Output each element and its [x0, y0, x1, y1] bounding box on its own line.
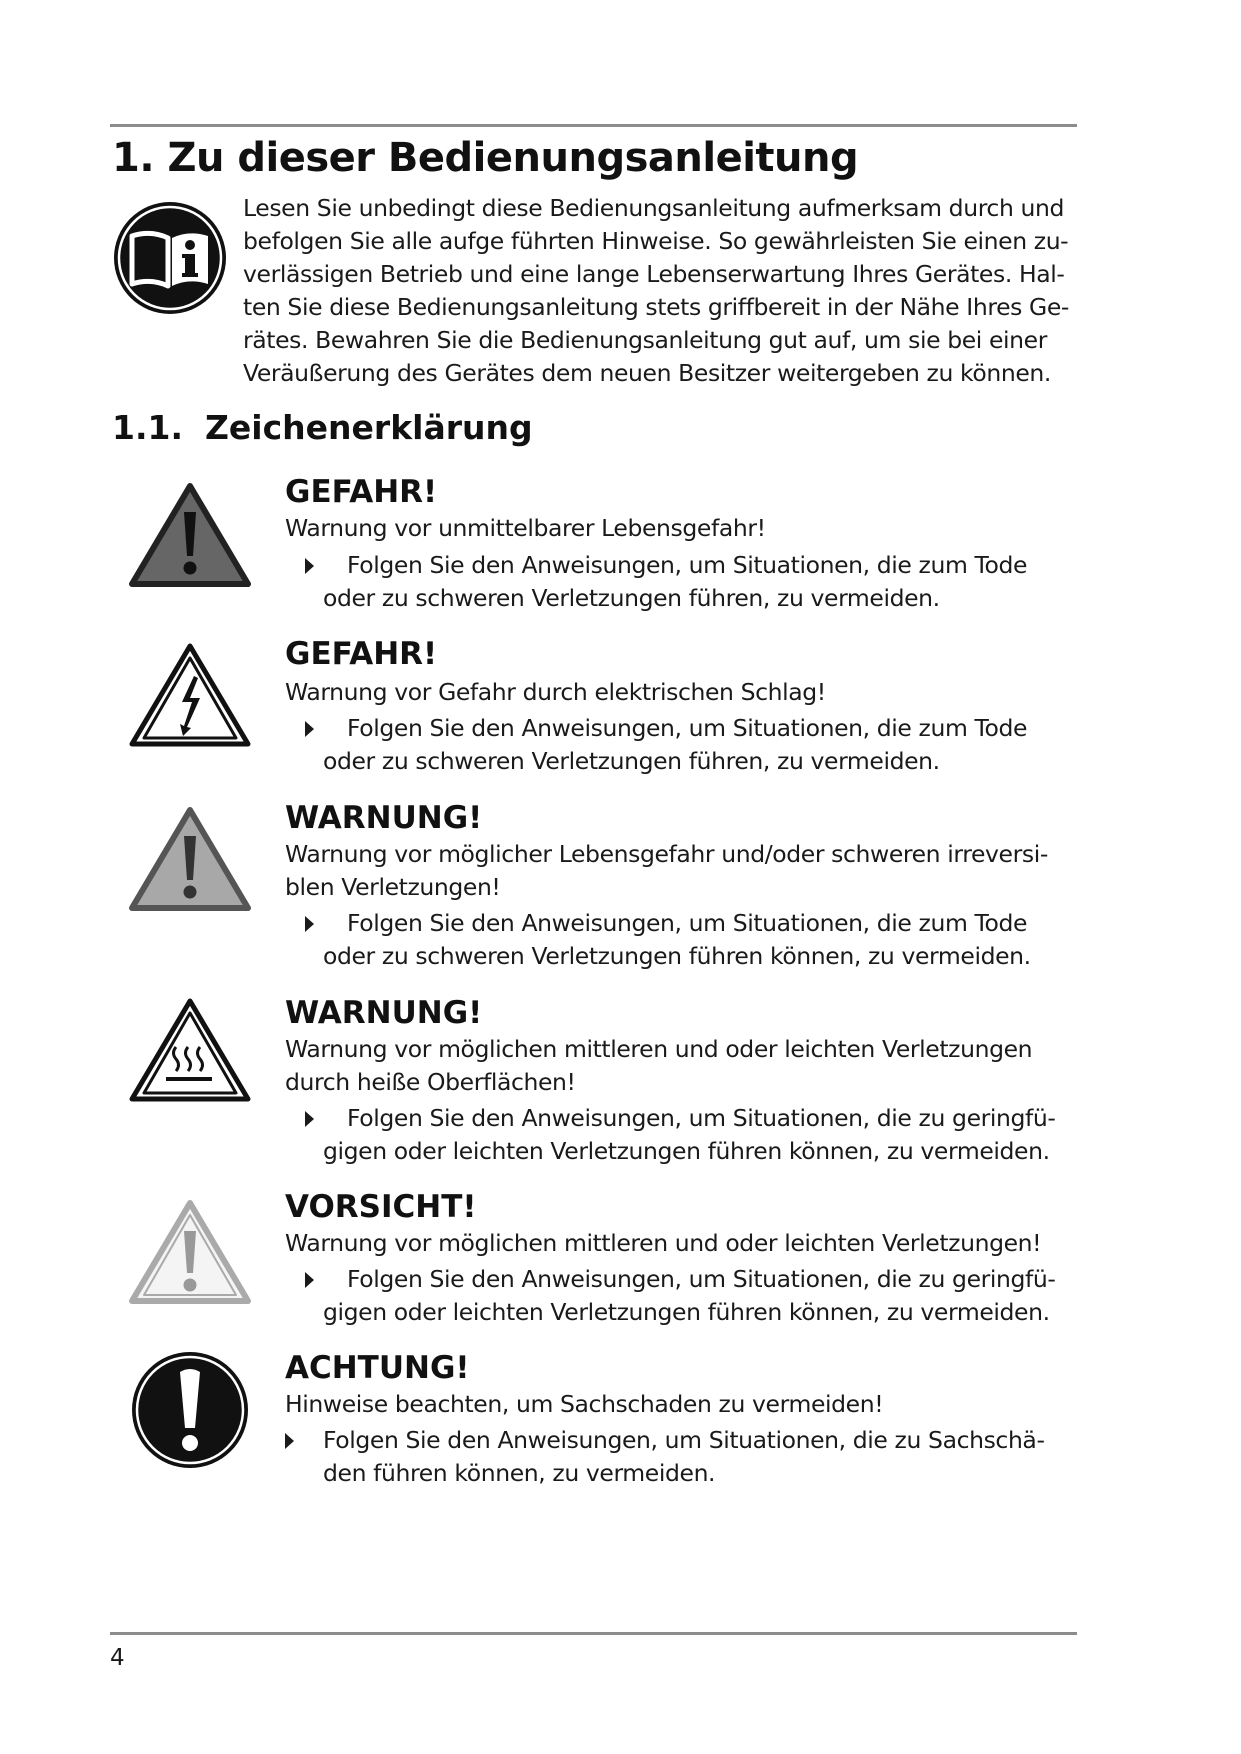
entry-description: Warnung vor möglichen mittleren und oder leichten Verletzungen!: [285, 1229, 1042, 1257]
entry-instruction-text: Folgen Sie den Anweisungen, um Situationen, die zu geringfü-gigen oder leichten Verletzungen führen können, zu vermeiden.: [323, 1104, 1056, 1165]
entry-title: ACHTUNG!: [285, 1350, 470, 1386]
bullet-arrow-icon: [305, 916, 314, 932]
manual-info-icon: [112, 200, 228, 316]
entry-instruction-text: Folgen Sie den Anweisungen, um Situationen, die zu geringfü-gigen oder leichten Verletzungen führen können, zu vermeiden.: [323, 1265, 1056, 1326]
entry-title: GEFAHR!: [285, 474, 438, 510]
page-number: 4: [110, 1645, 125, 1671]
entry-description: Warnung vor unmittelbarer Lebensgefahr!: [285, 514, 766, 542]
entry-title: VORSICHT!: [285, 1189, 477, 1225]
bullet-arrow-icon: [305, 1272, 314, 1288]
entry-instruction-text: Folgen Sie den Anweisungen, um Situationen, die zu Sachschä-den führen können, zu vermeiden.: [323, 1426, 1045, 1487]
entry-description: Warnung vor Gefahr durch elektrischen Schlag!: [285, 678, 826, 706]
electric-shock-triangle-icon: [128, 640, 252, 752]
exclamation-circle-icon: [130, 1350, 250, 1470]
intro-paragraph: Lesen Sie unbedingt diese Bedienungsanleitung aufmerksam durch und befolgen Sie alle aufge führten Hinweise. So gewährleisten Sie einen zu-verlässigen Betrieb und eine lange Lebenserwartung Ihres Gerätes. Hal-ten Sie diese Bedienungsanleitung stets griffbereit in der Nähe Ihres Ge-rätes. Bewahren Sie die Bedienungsanleitung gut auf, um sie bei einer Veräußerung des Gerätes dem neuen Besitzer weitergeben zu können.: [243, 194, 1069, 387]
entry-instruction-text: Folgen Sie den Anweisungen, um Situationen, die zum Tode oder zu schweren Verletzungen führen, zu vermeiden.: [323, 714, 1028, 775]
entry-instruction-text: Folgen Sie den Anweisungen, um Situationen, die zum Tode oder zu schweren Verletzungen führen können, zu vermeiden.: [323, 909, 1031, 970]
entry-description: Hinweise beachten, um Sachschaden zu vermeiden!: [285, 1390, 884, 1418]
top-divider: [110, 124, 1077, 127]
bottom-divider: [110, 1632, 1077, 1635]
section-title: Zeichenerklärung: [205, 408, 533, 447]
bullet-arrow-icon: [285, 1433, 294, 1449]
bullet-arrow-icon: [305, 558, 314, 574]
danger-triangle-icon: [128, 480, 252, 592]
section-number: 1.1.: [112, 408, 183, 447]
bullet-arrow-icon: [305, 721, 314, 737]
entry-description: Warnung vor möglichen mittleren und oder leichten Verletzungen durch heiße Oberflächen!: [285, 1035, 1033, 1096]
section-heading: [112, 405, 533, 451]
caution-triangle-icon: [128, 1197, 252, 1309]
entry-title: WARNUNG!: [285, 800, 483, 836]
entry-instruction-text: Folgen Sie den Anweisungen, um Situationen, die zum Tode oder zu schweren Verletzungen führen, zu vermeiden.: [323, 551, 1028, 612]
page-title: 1. Zu dieser Bedienungsanleitung: [112, 135, 859, 181]
entry-description: Warnung vor möglicher Lebensgefahr und/oder schweren irreversi-blen Verletzungen!: [285, 840, 1048, 901]
hot-surface-triangle-icon: [128, 995, 252, 1107]
warning-triangle-icon: [128, 804, 252, 916]
bullet-arrow-icon: [305, 1111, 314, 1127]
entry-title: WARNUNG!: [285, 995, 483, 1031]
entry-title: GEFAHR!: [285, 636, 438, 672]
